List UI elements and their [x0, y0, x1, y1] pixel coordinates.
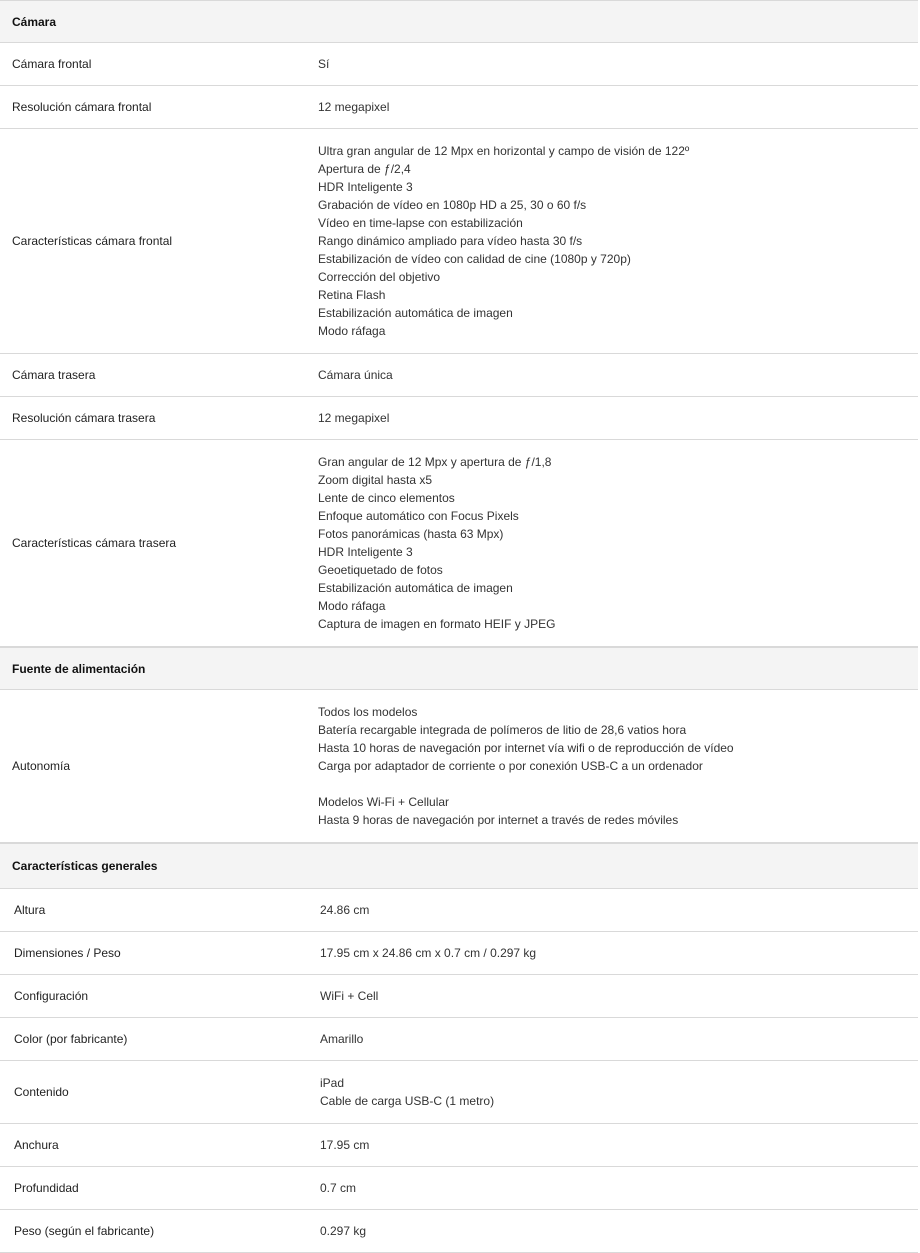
spec-value: [318, 142, 918, 340]
spec-value-line: 12 megapixel: [318, 100, 390, 114]
spec-value-line: Sí: [318, 57, 330, 71]
spec-value: [320, 1222, 918, 1240]
spec-value-line: Batería recargable integrada de polímeros de litio de 28,6 vatios hora: [318, 723, 687, 737]
spec-value-line: Rango dinámico ampliado para vídeo hasta 30 f/s: [318, 234, 583, 248]
spec-row: [0, 975, 918, 1018]
section-title: Cámara: [0, 1, 918, 43]
spec-value-line: Hasta 9 horas de navegación por internet a través de redes móviles: [318, 813, 679, 827]
spec-row: [0, 354, 918, 397]
spec-label: Contenido: [14, 1085, 69, 1099]
spec-row: [0, 690, 918, 843]
spec-value: [320, 1074, 918, 1110]
spec-value-line: Vídeo en time-lapse con estabilización: [318, 216, 523, 230]
spec-value-line: Geoetiquetado de fotos: [318, 563, 443, 577]
spec-value-line: Corrección del objetivo: [318, 270, 441, 284]
spec-value-line: Apertura de ƒ/2,4: [318, 162, 411, 176]
spec-value: [320, 901, 918, 919]
spec-row: [0, 1210, 918, 1253]
spec-row: [0, 397, 918, 440]
spec-value: [318, 366, 918, 384]
spec-value: [320, 1030, 918, 1048]
spec-row: [0, 440, 918, 647]
spec-value-line: 0.297 kg: [320, 1224, 367, 1238]
spec-section: [0, 647, 918, 843]
spec-section: [0, 843, 918, 1253]
spec-label: Resolución cámara trasera: [12, 411, 156, 425]
spec-value-line: Lente de cinco elementos: [318, 491, 455, 505]
spec-value-line: Retina Flash: [318, 288, 386, 302]
spec-value-line: 0.7 cm: [320, 1181, 357, 1195]
spec-row: [0, 1124, 918, 1167]
spec-value: [320, 944, 918, 962]
spec-value-line: Modelos Wi-Fi + Cellular: [318, 795, 450, 809]
spec-label: Anchura: [14, 1138, 59, 1152]
spec-label: Profundidad: [14, 1181, 79, 1195]
spec-value: [318, 409, 918, 427]
spec-value-line: Amarillo: [320, 1032, 364, 1046]
spec-value-line: Fotos panorámicas (hasta 63 Mpx): [318, 527, 504, 541]
spec-value-line: Todos los modelos: [318, 705, 418, 719]
spec-value-line: 24.86 cm: [320, 903, 370, 917]
spec-value-line: WiFi + Cell: [320, 989, 379, 1003]
spec-label: Altura: [14, 903, 46, 917]
spec-row: [0, 889, 918, 932]
spec-value-line: Captura de imagen en formato HEIF y JPEG: [318, 617, 556, 631]
spec-row: [0, 1061, 918, 1124]
spec-row: [0, 86, 918, 129]
spec-row: [0, 932, 918, 975]
section-title: Características generales: [0, 844, 918, 889]
spec-value-line: Ultra gran angular de 12 Mpx en horizontal y campo de visión de 122º: [318, 144, 690, 158]
spec-value-line: 12 megapixel: [318, 411, 390, 425]
spec-value-line: Carga por adaptador de corriente o por conexión USB-C a un ordenador: [318, 759, 703, 773]
spec-value-line: Zoom digital hasta x5: [318, 473, 433, 487]
spec-value-line: 17.95 cm: [320, 1138, 370, 1152]
spec-value-line: Estabilización automática de imagen: [318, 581, 513, 595]
spec-value-line: Estabilización de vídeo con calidad de cine (1080p y 720p): [318, 252, 631, 266]
spec-label: Configuración: [14, 989, 89, 1003]
spec-value-line: Modo ráfaga: [318, 324, 386, 338]
spec-value-line: [318, 775, 918, 793]
spec-label: Resolución cámara frontal: [12, 100, 152, 114]
spec-value-line: HDR Inteligente 3: [318, 545, 413, 559]
spec-value-line: Hasta 10 horas de navegación por internet vía wifi o de reproducción de vídeo: [318, 741, 734, 755]
spec-value-line: HDR Inteligente 3: [318, 180, 413, 194]
spec-label: Características cámara frontal: [12, 234, 173, 248]
spec-value-line: Modo ráfaga: [318, 599, 386, 613]
spec-value: [320, 1136, 918, 1154]
spec-value-line: Enfoque automático con Focus Pixels: [318, 509, 519, 523]
spec-value-line: iPad: [320, 1076, 345, 1090]
spec-value: [318, 453, 918, 633]
spec-value-line: 17.95 cm x 24.86 cm x 0.7 cm / 0.297 kg: [320, 946, 537, 960]
spec-value: [318, 703, 918, 829]
spec-value-line: Cable de carga USB-C (1 metro): [320, 1094, 495, 1108]
spec-row: [0, 1018, 918, 1061]
spec-value: [320, 987, 918, 1005]
spec-value-line: Grabación de vídeo en 1080p HD a 25, 30 o 60 f/s: [318, 198, 587, 212]
spec-label: Cámara trasera: [12, 368, 96, 382]
spec-row: [0, 43, 918, 86]
spec-label: Peso (según el fabricante): [14, 1224, 155, 1238]
spec-label: Cámara frontal: [12, 57, 92, 71]
spec-label: Color (por fabricante): [14, 1032, 128, 1046]
spec-value: [320, 1179, 918, 1197]
spec-value-line: Gran angular de 12 Mpx y apertura de ƒ/1,8: [318, 455, 552, 469]
section-title: Fuente de alimentación: [0, 648, 918, 690]
spec-row: [0, 129, 918, 354]
spec-label: Dimensiones / Peso: [14, 946, 121, 960]
spec-label: Características cámara trasera: [12, 536, 177, 550]
spec-row: [0, 1167, 918, 1210]
spec-value-line: Cámara única: [318, 368, 393, 382]
spec-value-line: Estabilización automática de imagen: [318, 306, 513, 320]
spec-label: Autonomía: [12, 759, 71, 773]
spec-value: [318, 98, 918, 116]
spec-value: [318, 55, 918, 73]
